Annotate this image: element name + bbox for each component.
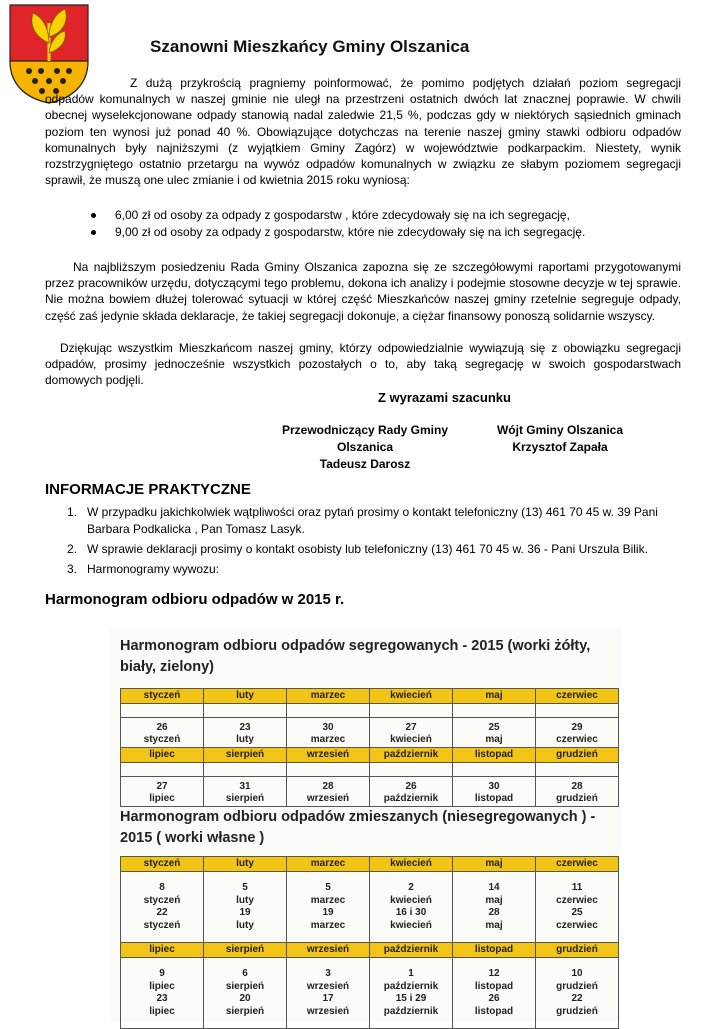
- list-text: W sprawie deklaracji prosimy o kontakt osobisty lub telefoniczny (13) 461 70 45 w. 36 - Pani Urszula Bilik.: [87, 542, 648, 556]
- list-text: Harmonogramy wywozu:: [87, 562, 220, 576]
- pickup-date-text: 5: [325, 882, 331, 893]
- month-header-cell: marzec: [287, 689, 370, 704]
- month-header-cell: lipiec: [121, 943, 204, 958]
- pickup-date-text: listopad: [474, 1005, 514, 1017]
- month-header-cell: styczeń: [121, 857, 204, 872]
- letter-paragraph-1: Z dużą przykrością pragniemy poinformować, że pomimo podjętych działań poziom segregacji odpadów komunalnych w naszej gminie nie uległ na przestrzeni ostatnich dwóch lat znacznej poprawie. W chwili obecnej wyselekcjonowane odpady stanowią nadal zaledwie 21,5 %, podczas gdy w niektórych sąsiednich gminach poziom ten wynosi już ponad 40 %. Obowiązujące dotychczas na terenie naszej gminy stawki odbioru odpadów komunalnych były najniższymi (z wyjątkiem Gminy Zagórz) w województwie podkarpackim. Niestety, wynik rozstrzygniętego ostatnio przetargu na wywóz odpadów komunalnych w związku ze słabym poziomem segregacji sprawił, że muszą one ulec zmianie i od kwietnia 2015 roku wyniosą:: [45, 76, 681, 188]
- pickup-date-text: 3: [325, 968, 331, 979]
- empty-cell: [121, 704, 204, 718]
- pickup-date-text: czerwiec: [556, 894, 598, 906]
- pickup-date-row: [121, 872, 619, 943]
- pickup-date-row: [121, 958, 619, 1029]
- pickup-date-text: 25: [571, 907, 583, 918]
- signatory-role: Wójt Gminy Olszanica: [496, 423, 624, 437]
- month-header-cell: grudzień: [536, 943, 619, 958]
- pickup-date-text: 23: [156, 993, 168, 1004]
- month-header-cell: grudzień: [536, 748, 619, 763]
- pickup-date-text: wrzesień: [306, 980, 350, 992]
- pickup-date-text: grudzień: [556, 793, 598, 804]
- segregated-schedule-table: [120, 688, 619, 807]
- empty-cell: [121, 763, 204, 777]
- month-header-cell: czerwiec: [536, 689, 619, 704]
- info-list: [45, 504, 685, 581]
- empty-cell: [370, 763, 453, 777]
- pickup-date-text: 26: [488, 993, 500, 1004]
- pickup-date-text: 19: [239, 907, 251, 918]
- letter-paragraph-2: Na najbliższym posiedzeniu Rada Gminy Olszanica zapozna się ze szczegółowymi raportami przygotowanymi przez pracowników urzędu, dotyczącymi tego problemu, dokona ich analizy i podejmie stosowne decyzje w tej sprawie. Nie można bowiem dłużej tolerować sytuacji w której część Mieszkańców naszej gminy rzetelnie segreguje odpady, część zaś jedynie składa deklaracje, że takiej segregacji dokonuje, a ciężar finansowy ponoszą solidarnie wszyscy.: [45, 260, 681, 323]
- pickup-date-cell: [453, 958, 536, 1029]
- pickup-date-text: luty: [236, 894, 254, 906]
- month-header-cell: styczeń: [121, 689, 204, 704]
- pickup-date-cell: [287, 958, 370, 1029]
- pickup-date-text: 23: [239, 722, 251, 733]
- signatory-name: Tadeusz Darosz: [319, 457, 411, 471]
- pickup-date-text: marzec: [310, 734, 346, 745]
- pickup-date-cell: [121, 777, 204, 807]
- pickup-date-text: kwiecień: [390, 919, 432, 931]
- list-item: 6,00 zł od osoby za odpady z gospodarstw , które zdecydowały się na ich segregację,: [85, 207, 585, 224]
- signature-council-chairman: [255, 422, 475, 473]
- pickup-date-text: 26: [156, 722, 168, 733]
- empty-cell: [536, 763, 619, 777]
- pickup-date-text: lipiec: [149, 980, 175, 992]
- month-header-cell: maj: [453, 689, 536, 704]
- pickup-date-text: 22: [571, 993, 583, 1004]
- month-header-cell: lipiec: [121, 748, 204, 763]
- list-item: [45, 504, 685, 538]
- pickup-date-text: kwiecień: [390, 894, 432, 906]
- pickup-date-text: październik: [383, 1005, 439, 1017]
- pickup-date-cell: [121, 718, 204, 748]
- month-header-row: [121, 689, 619, 704]
- closing-regards: Z wyrazami szacunku: [378, 390, 511, 405]
- pickup-date-text: październik: [383, 793, 439, 804]
- pickup-date-text: styczeń: [143, 919, 181, 931]
- month-header-cell: sierpień: [204, 943, 287, 958]
- pickup-date-text: czerwiec: [556, 734, 598, 745]
- pickup-date-text: 22: [156, 907, 168, 918]
- month-header-cell: marzec: [287, 857, 370, 872]
- list-number: 1.: [67, 505, 78, 519]
- pickup-date-text: grudzień: [556, 980, 598, 992]
- pickup-date-text: grudzień: [556, 1005, 598, 1017]
- pickup-date-text: marzec: [310, 919, 346, 931]
- month-header-cell: październik: [370, 943, 453, 958]
- month-header-cell: listopad: [453, 748, 536, 763]
- pickup-date-text: 20: [239, 993, 251, 1004]
- pickup-date-cell: [453, 872, 536, 943]
- month-header-cell: wrzesień: [287, 943, 370, 958]
- pickup-date-text: wrzesień: [306, 793, 350, 804]
- spacer-row: [121, 704, 619, 718]
- month-header-cell: czerwiec: [536, 857, 619, 872]
- signatory-role: Przewodniczący Rady Gminy Olszanica: [281, 423, 449, 454]
- pickup-date-text: styczeń: [143, 894, 181, 906]
- month-header-cell: luty: [204, 689, 287, 704]
- pickup-date-cell: [287, 718, 370, 748]
- pickup-date-cell: [536, 872, 619, 943]
- pickup-date-text: lipiec: [149, 1005, 175, 1017]
- pickup-date-row: [121, 718, 619, 748]
- pickup-date-text: 2: [408, 882, 414, 893]
- pickup-date-text: 14: [488, 882, 500, 893]
- month-header-cell: listopad: [453, 943, 536, 958]
- pickup-date-cell: [370, 958, 453, 1029]
- info-heading: INFORMACJE PRAKTYCZNE: [45, 481, 251, 498]
- pickup-date-text: luty: [236, 919, 254, 931]
- empty-cell: [287, 763, 370, 777]
- schedule-figure: [110, 628, 622, 1022]
- pickup-date-cell: [370, 718, 453, 748]
- month-header-row: [121, 748, 619, 763]
- pickup-date-text: 27: [405, 722, 417, 733]
- pickup-date-text: 31: [239, 781, 251, 792]
- pickup-date-cell: [287, 777, 370, 807]
- month-header-cell: październik: [370, 748, 453, 763]
- segregated-schedule-title: Harmonogram odbioru odpadów segregowanych - 2015 (worki żółty, biały, zielony): [120, 638, 591, 675]
- month-header-cell: kwiecień: [370, 857, 453, 872]
- pickup-date-cell: [453, 718, 536, 748]
- list-text: W przypadku jakichkolwiek wątpliwości oraz pytań prosimy o kontakt telefoniczny (13) 461 70 45 w. 39 Pani Barbara Podkalicka , Pan Tomasz Lasyk.: [87, 505, 658, 536]
- pickup-date-text: 11: [571, 882, 583, 893]
- rates-list: [85, 207, 585, 241]
- month-header-cell: luty: [204, 857, 287, 872]
- pickup-date-text: październik: [383, 980, 439, 992]
- empty-cell: [287, 704, 370, 718]
- pickup-date-cell: [204, 958, 287, 1029]
- month-header-cell: wrzesień: [287, 748, 370, 763]
- list-item: [45, 541, 685, 558]
- pickup-date-cell: [204, 872, 287, 943]
- pickup-date-cell: [287, 872, 370, 943]
- pickup-date-cell: [536, 958, 619, 1029]
- pickup-date-text: 17: [322, 993, 334, 1004]
- empty-cell: [536, 704, 619, 718]
- pickup-date-text: marzec: [310, 894, 346, 906]
- pickup-date-text: 28: [571, 781, 583, 792]
- pickup-date-cell: [536, 777, 619, 807]
- pickup-date-text: sierpień: [225, 1005, 265, 1017]
- month-header-cell: kwiecień: [370, 689, 453, 704]
- pickup-date-cell: [121, 872, 204, 943]
- pickup-date-text: sierpień: [225, 793, 265, 804]
- empty-cell: [204, 704, 287, 718]
- pickup-date-text: luty: [236, 734, 254, 745]
- pickup-date-text: kwiecień: [390, 734, 432, 745]
- signature-mayor: [495, 422, 625, 456]
- pickup-date-text: 19: [322, 907, 334, 918]
- pickup-date-text: listopad: [474, 980, 514, 992]
- letter-paragraph-3: Dziękując wszystkim Mieszkańcom naszej gminy, którzy odpowiedzialnie wywiązują się z obowiązku segregacji odpadów, prosimy jednocześnie wszystkich pozostałych o to, aby taką segregację w swoich gospodarstwach domowych podjęli.: [45, 341, 681, 388]
- pickup-date-text: listopad: [474, 793, 514, 804]
- pickup-date-text: 28: [322, 781, 334, 792]
- spacer-row: [121, 763, 619, 777]
- page-title: Szanowni Mieszkańcy Gminy Olszanica: [150, 37, 470, 56]
- pickup-date-text: 28: [488, 907, 500, 918]
- month-header-cell: maj: [453, 857, 536, 872]
- pickup-date-text: maj: [485, 734, 503, 745]
- signatory-name: Krzysztof Zapała: [512, 440, 608, 454]
- pickup-date-text: styczeń: [143, 734, 181, 745]
- list-item: 9,00 zł od osoby za odpady z gospodarstw, które nie zdecydowały się na ich segregację.: [85, 224, 585, 241]
- pickup-date-text: 8: [159, 882, 165, 893]
- pickup-date-text: sierpień: [225, 980, 265, 992]
- empty-cell: [453, 704, 536, 718]
- pickup-date-cell: [536, 718, 619, 748]
- pickup-date-text: wrzesień: [306, 1005, 350, 1017]
- pickup-date-text: 10: [571, 968, 583, 979]
- pickup-date-text: 29: [571, 722, 583, 733]
- pickup-date-row: [121, 777, 619, 807]
- pickup-date-text: 27: [156, 781, 168, 792]
- pickup-date-text: 9: [159, 968, 165, 979]
- pickup-date-text: 15 i 29: [395, 993, 427, 1004]
- pickup-date-text: 1: [408, 968, 414, 979]
- mixed-schedule-title: Harmonogram odbioru odpadów zmieszanych (niesegregowanych ) - 2015 ( worki własne ): [120, 809, 596, 846]
- month-header-cell: sierpień: [204, 748, 287, 763]
- empty-cell: [370, 704, 453, 718]
- month-header-row: [121, 857, 619, 872]
- list-number: 2.: [67, 542, 78, 556]
- pickup-date-cell: [370, 777, 453, 807]
- pickup-date-text: 30: [322, 722, 334, 733]
- pickup-date-text: czerwiec: [556, 919, 598, 931]
- mixed-schedule-table: [120, 856, 619, 1029]
- pickup-date-text: lipiec: [149, 793, 175, 804]
- pickup-date-cell: [453, 777, 536, 807]
- pickup-date-text: 26: [405, 781, 417, 792]
- pickup-date-cell: [204, 718, 287, 748]
- pickup-date-text: 16 i 30: [395, 907, 427, 918]
- pickup-date-cell: [121, 958, 204, 1029]
- pickup-date-text: 5: [242, 882, 248, 893]
- empty-cell: [204, 763, 287, 777]
- month-header-row: [121, 943, 619, 958]
- empty-cell: [453, 763, 536, 777]
- list-item: [45, 561, 685, 578]
- pickup-date-text: maj: [485, 894, 503, 906]
- pickup-date-text: 12: [488, 968, 500, 979]
- pickup-date-cell: [370, 872, 453, 943]
- schedule-heading: Harmonogram odbioru odpadów w 2015 r.: [45, 591, 345, 608]
- pickup-date-text: 30: [488, 781, 500, 792]
- pickup-date-text: 25: [488, 722, 500, 733]
- pickup-date-text: 6: [242, 968, 248, 979]
- list-number: 3.: [67, 562, 78, 576]
- pickup-date-text: maj: [485, 919, 503, 931]
- pickup-date-cell: [204, 777, 287, 807]
